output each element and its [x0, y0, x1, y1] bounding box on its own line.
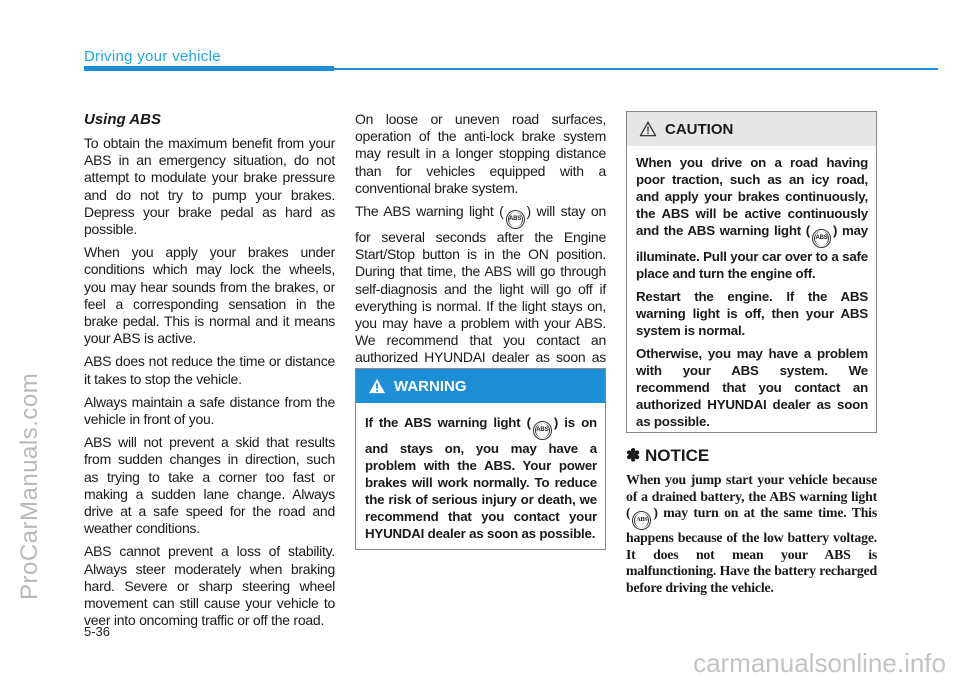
- text-span: ) will stay on for several seconds after the Engine Start/Stop button is in the ON position. During that time, the ABS will go through self-diagnosis and the light will go off if everything is normal. If the light stays on, you may have a problem with your ABS. We recommend that you contact an authorized HYUNDAI dealer as soon as: [355, 203, 607, 366]
- caution-text: [627, 146, 876, 430]
- paragraph: When you apply your brakes under conditions which may lock the wheels, you may hear sounds from the brakes, or feel a corresponding sensation in the brake pedal. This is normal and it means your ABS is active.: [84, 244, 335, 347]
- page-number: 5-36: [84, 624, 111, 639]
- warning-title: WARNING: [394, 377, 467, 395]
- paragraph: [355, 203, 606, 384]
- paragraph: ABS does not reduce the time or distance it takes to stop the vehicle.: [84, 353, 335, 387]
- warning-header: [356, 369, 605, 403]
- caution-header: [627, 112, 876, 146]
- paragraph: ABS will not prevent a skid that results from sudden changes in direction, such as trying to take a corner too fast or making a sudden lane change. Always drive at a safe speed for the road and weather conditions.: [84, 434, 335, 537]
- text-span: ) may turn on at the same time. This happens because of the low battery voltage. It does not mean your ABS is malfunctioning. Have the battery recharged before driving the vehicle.: [626, 505, 877, 595]
- abs-warning-icon: ABS: [506, 210, 525, 229]
- caution-paragraph: Restart the engine. If the ABS warning light is off, then your ABS system is normal.: [636, 289, 868, 338]
- text-span: The ABS warning light (: [355, 203, 504, 220]
- column-left: [84, 111, 335, 635]
- warning-box: [355, 368, 606, 550]
- caution-paragraph: Otherwise, you may have a problem with your ABS system. We recommend that you contact an authorized HYUNDAI dealer as soon as possible.: [636, 346, 868, 429]
- paragraph: ABS cannot prevent a loss of stability. Always steer moderately when braking hard. Severe or sharp steering wheel movement can still cause your vehicle to veer into oncoming traffic or off the road.: [84, 543, 335, 629]
- abs-warning-icon: ABS: [533, 421, 552, 440]
- abs-warning-icon: ABS: [632, 511, 651, 530]
- caution-paragraph: [636, 154, 868, 282]
- warning-text: [356, 403, 605, 542]
- text-span: ) may illuminate. Pull your car over to a safe place and turn the engine off.: [636, 223, 868, 281]
- bottom-watermark: carmanualsonline.info: [693, 648, 946, 678]
- paragraph: Always maintain a safe distance from the vehicle in front of you.: [84, 393, 335, 428]
- text-span: When you jump start your vehicle because of a drained battery, the ABS warning light (: [626, 472, 877, 521]
- column-middle: [355, 111, 606, 390]
- caution-box: [626, 111, 877, 433]
- text-span: If the ABS warning light (: [365, 415, 531, 430]
- header-rule-thin: [334, 68, 938, 70]
- notice-title: ✽ NOTICE: [626, 446, 710, 465]
- side-watermark: ProCarManuals.com: [16, 372, 43, 600]
- caution-title: CAUTION: [665, 120, 734, 138]
- paragraph: To obtain the maximum benefit from your ABS in an emergency situation, do not attempt to modulate your brake pressure and do not try to pump your brakes. Depress your brake pedal as hard as possible.: [84, 135, 335, 238]
- using-abs-heading: Using ABS: [84, 111, 161, 128]
- text-span: When you drive on a road having poor traction, such as an icy road, and apply your brakes continuously, the ABS will be active continuously and the ABS warning light (: [636, 155, 868, 238]
- header-rule-thick: [84, 66, 334, 71]
- warning-triangle-icon: [368, 378, 386, 394]
- notice-text: [626, 472, 877, 597]
- text-span: ) is on and stays on, you may have a problem with the ABS. Your power brakes will work normally. To reduce the risk of serious injury or death, we recommend that you contact your HYUNDAI dealer as soon as possible.: [365, 415, 597, 541]
- section-title: Driving your vehicle: [84, 48, 221, 65]
- abs-warning-icon: ABS: [812, 229, 831, 248]
- paragraph: On loose or uneven road surfaces, operation of the anti-lock brake system may result in a longer stopping distance than for vehicles equipped with a conventional brake system.: [355, 111, 606, 196]
- caution-triangle-icon: [639, 121, 657, 137]
